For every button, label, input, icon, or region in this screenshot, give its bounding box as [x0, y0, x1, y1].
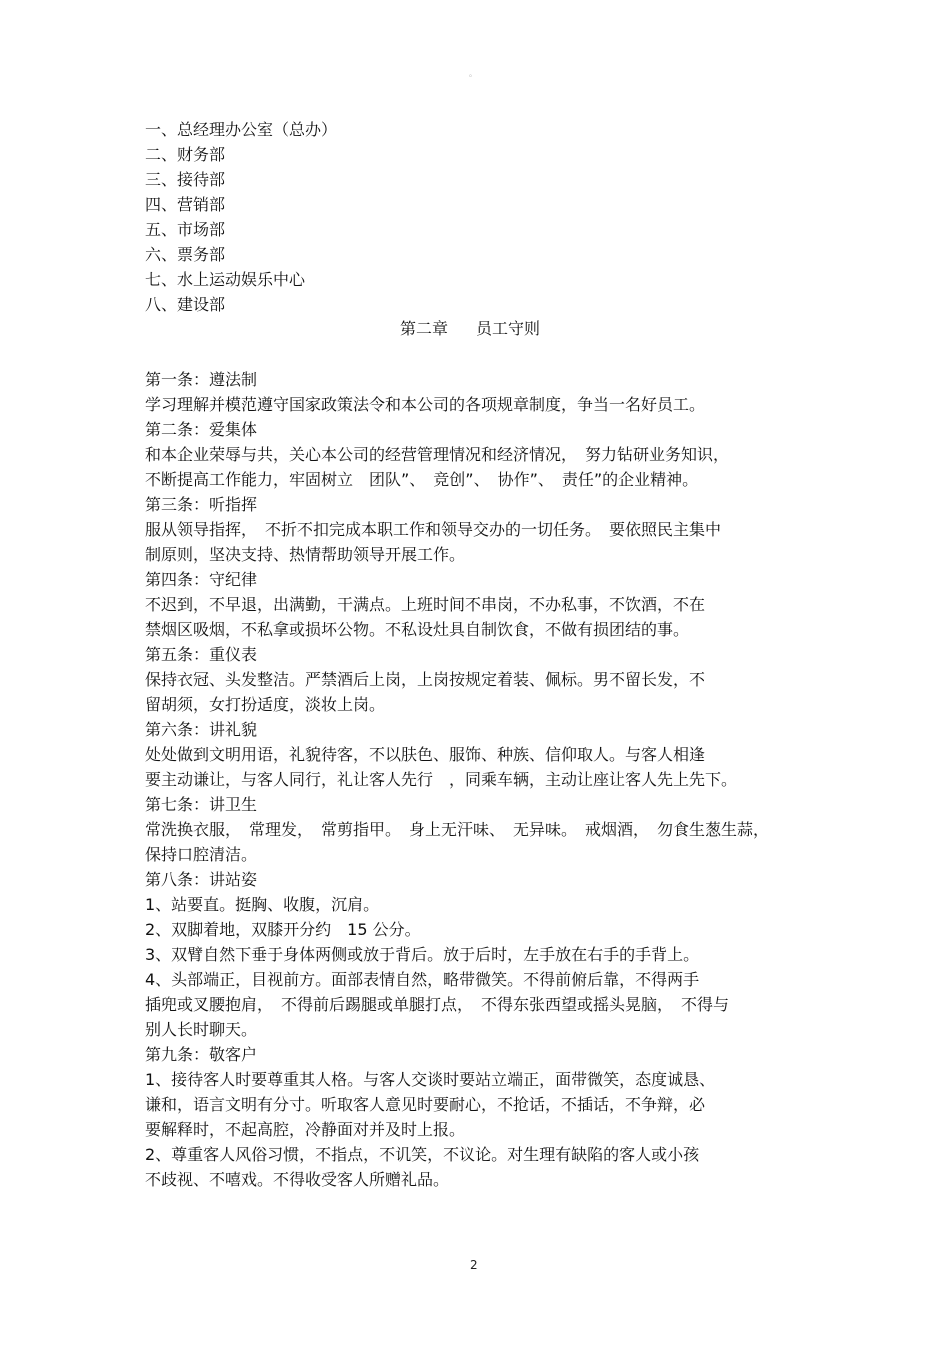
body-line: 3、双臂自然下垂于身体两侧或放于背后。放于后时，左手放在右手的手背上。 [145, 945, 700, 964]
body-line: 处处做到文明用语，礼貌待客，不以肤色、服饰、种族、信仰取人。与客人相逢 [145, 745, 706, 764]
chapter-title: 员工守则 [476, 319, 541, 338]
body-line: 别人长时聊天。 [145, 1020, 258, 1039]
body-line: 插兜或叉腰抱肩， 不得前后踢腿或单腿打点， 不得东张西望或摇头晃脑， 不得与 [145, 995, 730, 1014]
body-line: 4、头部端正，目视前方。面部表情自然，略带微笑。不得前俯后靠，不得两手 [145, 970, 700, 989]
body-line: 制原则，坚决支持、热情帮助领导开展工作。 [145, 545, 466, 564]
body-line: 保持衣冠、头发整洁。严禁酒后上岗，上岗按规定着装、佩标。男不留长发，不 [145, 670, 706, 689]
department-item: 二、财务部 [145, 145, 226, 164]
article-heading: 第八条：讲站姿 [145, 870, 258, 889]
header-mark: 。 [469, 69, 477, 78]
article-heading: 第二条：爱集体 [145, 420, 258, 439]
body-line: 要主动谦让，与客人同行，礼让客人先行 ，同乘车辆，主动让座让客人先上先下。 [145, 770, 738, 789]
article-heading: 第三条：听指挥 [145, 495, 258, 514]
department-item: 一、总经理办公室（总办） [145, 120, 338, 139]
body-line: 和本企业荣辱与共，关心本公司的经营管理情况和经济情况， 努力钻研业务知识， [145, 445, 730, 464]
chapter-number: 第二章 [400, 319, 449, 338]
body-line: 2、双脚着地，双膝开分约 15 公分。 [145, 920, 421, 939]
article-heading: 第五条：重仪表 [145, 645, 258, 664]
body-line: 禁烟区吸烟，不私拿或损坏公物。不私设灶具自制饮食，不做有损团结的事。 [145, 620, 690, 639]
chapter-heading [400, 319, 540, 339]
body-line: 谦和，语言文明有分寸。听取客人意见时要耐心，不抢话，不插话，不争辩，必 [145, 1095, 706, 1114]
body-line: 保持口腔清洁。 [145, 845, 258, 864]
department-item: 五、市场部 [145, 220, 226, 239]
body-line: 不迟到，不早退，出满勤，干满点。上班时间不串岗，不办私事，不饮酒，不在 [145, 595, 706, 614]
body-line: 不歧视、不嘻戏。不得收受客人所赠礼品。 [145, 1170, 450, 1189]
department-item: 八、建设部 [145, 295, 226, 314]
department-item: 三、接待部 [145, 170, 226, 189]
body-line: 学习理解并模范遵守国家政策法令和本公司的各项规章制度，争当一名好员工。 [145, 395, 706, 414]
article-heading: 第七条：讲卫生 [145, 795, 258, 814]
body-line: 1、接待客人时要尊重其人格。与客人交谈时要站立端正，面带微笑，态度诚恳、 [145, 1070, 716, 1089]
body-line: 常洗换衣服， 常理发， 常剪指甲。 身上无汗味、 无异味。 戒烟酒， 勿食生葱生蒜， [145, 820, 770, 839]
page-number: 2 [470, 1258, 478, 1272]
department-item: 六、票务部 [145, 245, 226, 264]
body-line: 不断提高工作能力，牢固树立 团队”、 竞创”、 协作”、 责任”的企业精神。 [145, 470, 699, 489]
department-item: 七、水上运动娱乐中心 [145, 270, 306, 289]
article-heading: 第四条：守纪律 [145, 570, 258, 589]
article-heading: 第九条：敬客户 [145, 1045, 258, 1064]
department-item: 四、营销部 [145, 195, 226, 214]
article-heading: 第一条：遵法制 [145, 370, 258, 389]
body-line: 1、站要直。挺胸、收腹，沉肩。 [145, 895, 380, 914]
body-line: 要解释时，不起高腔，冷静面对并及时上报。 [145, 1120, 466, 1139]
body-line: 留胡须，女打扮适度，淡妆上岗。 [145, 695, 386, 714]
body-line: 2、尊重客人风俗习惯，不指点，不讥笑，不议论。对生理有缺陷的客人或小孩 [145, 1145, 700, 1164]
article-heading: 第六条：讲礼貌 [145, 720, 258, 739]
body-line: 服从领导指挥， 不折不扣完成本职工作和领导交办的一切任务。 要依照民主集中 [145, 520, 722, 539]
